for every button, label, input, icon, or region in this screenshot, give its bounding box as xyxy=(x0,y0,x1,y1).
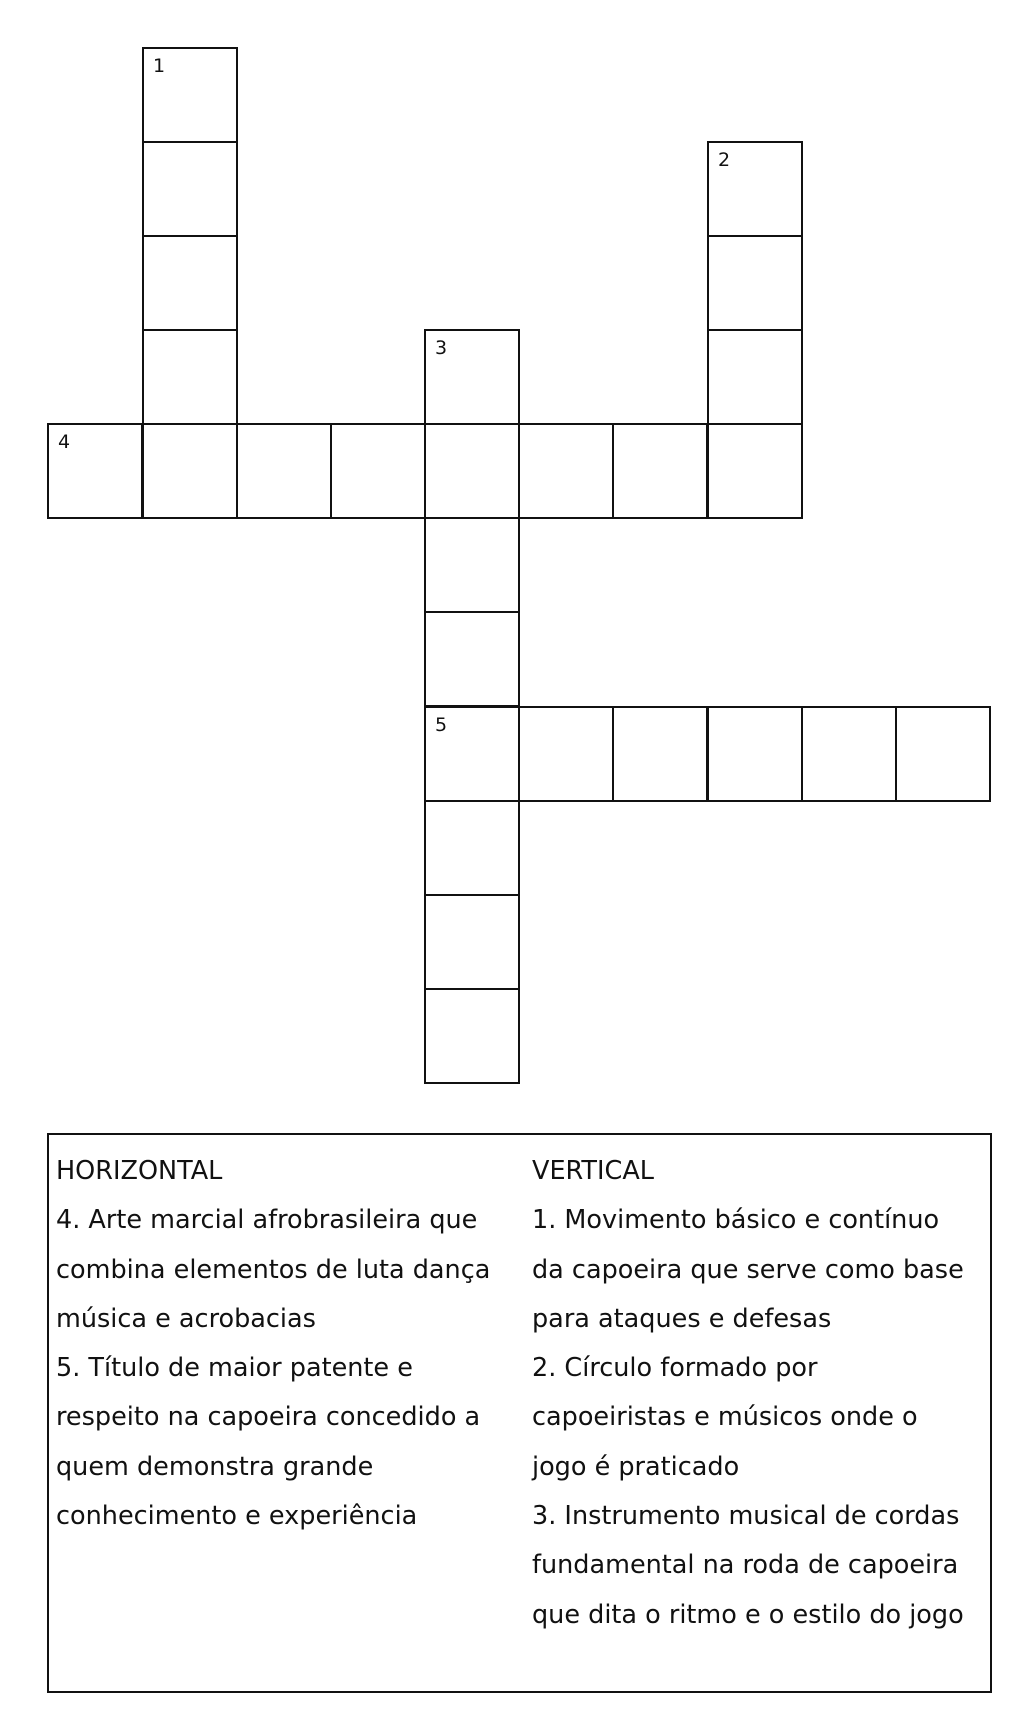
clue-line: da capoeira que serve como base xyxy=(532,1254,964,1285)
clue-line: 1. Movimento básico e contínuo xyxy=(532,1205,940,1236)
clue-number-1: 1 xyxy=(153,55,166,77)
vertical-clues xyxy=(532,1147,984,1640)
clue-line: que dita o ritmo e o estilo do jogo xyxy=(532,1599,964,1630)
clue-number-2: 2 xyxy=(718,149,731,171)
cell-2-2[interactable] xyxy=(707,235,803,331)
cell-4-6[interactable] xyxy=(518,423,614,519)
cell-4-2[interactable] xyxy=(142,423,238,519)
cell-5-3[interactable] xyxy=(612,706,708,802)
cell-4-5[interactable] xyxy=(424,423,520,519)
clue-line: conhecimento e experiência xyxy=(56,1501,418,1532)
clue-line: 3. Instrumento musical de cordas xyxy=(532,1501,960,1532)
cell-5-2[interactable] xyxy=(518,706,614,802)
cell-4-1[interactable] xyxy=(47,423,143,519)
cell-4-4[interactable] xyxy=(330,423,426,519)
clue-line: combina elementos de luta dança xyxy=(56,1254,491,1285)
cell-1-3[interactable] xyxy=(142,235,238,331)
clue-number-5: 5 xyxy=(435,714,448,736)
cell-5-1[interactable] xyxy=(424,706,520,802)
clue-number-3: 3 xyxy=(435,337,448,359)
clue-line: jogo é praticado xyxy=(532,1451,740,1482)
clue-line: 4. Arte marcial afrobrasileira que xyxy=(56,1205,478,1236)
cell-3-7[interactable] xyxy=(424,894,520,990)
clue-line: respeito na capoeira concedido a xyxy=(56,1402,481,1433)
cell-5-5[interactable] xyxy=(801,706,897,802)
clue-line: 2. Círculo formado por xyxy=(532,1353,818,1384)
clue-line: capoeiristas e músicos onde o xyxy=(532,1402,918,1433)
clue-line: fundamental na roda de capoeira xyxy=(532,1550,959,1581)
clue-line: para ataques e defesas xyxy=(532,1303,832,1334)
clue-line: música e acrobacias xyxy=(56,1303,316,1334)
cell-1-1[interactable] xyxy=(142,47,238,143)
clue-number-4: 4 xyxy=(58,431,71,453)
cell-3-3[interactable] xyxy=(424,517,520,613)
cell-4-3[interactable] xyxy=(236,423,332,519)
cell-1-4[interactable] xyxy=(142,329,238,425)
horizontal-clues xyxy=(56,1147,511,1541)
cell-2-3[interactable] xyxy=(707,329,803,425)
cell-3-1[interactable] xyxy=(424,329,520,425)
clues-box xyxy=(47,1133,992,1693)
vertical-heading: VERTICAL xyxy=(532,1156,654,1186)
cell-5-6[interactable] xyxy=(895,706,991,802)
clue-line: quem demonstra grande xyxy=(56,1451,374,1482)
cell-2-1[interactable] xyxy=(707,141,803,237)
cell-4-7[interactable] xyxy=(612,423,708,519)
cell-4-8[interactable] xyxy=(707,423,803,519)
cell-3-4[interactable] xyxy=(424,611,520,707)
horizontal-heading: HORIZONTAL xyxy=(56,1156,223,1186)
clue-line: 5. Título de maior patente e xyxy=(56,1353,413,1384)
cell-1-2[interactable] xyxy=(142,141,238,237)
cell-3-6[interactable] xyxy=(424,800,520,896)
cell-5-4[interactable] xyxy=(707,706,803,802)
cell-3-8[interactable] xyxy=(424,988,520,1084)
